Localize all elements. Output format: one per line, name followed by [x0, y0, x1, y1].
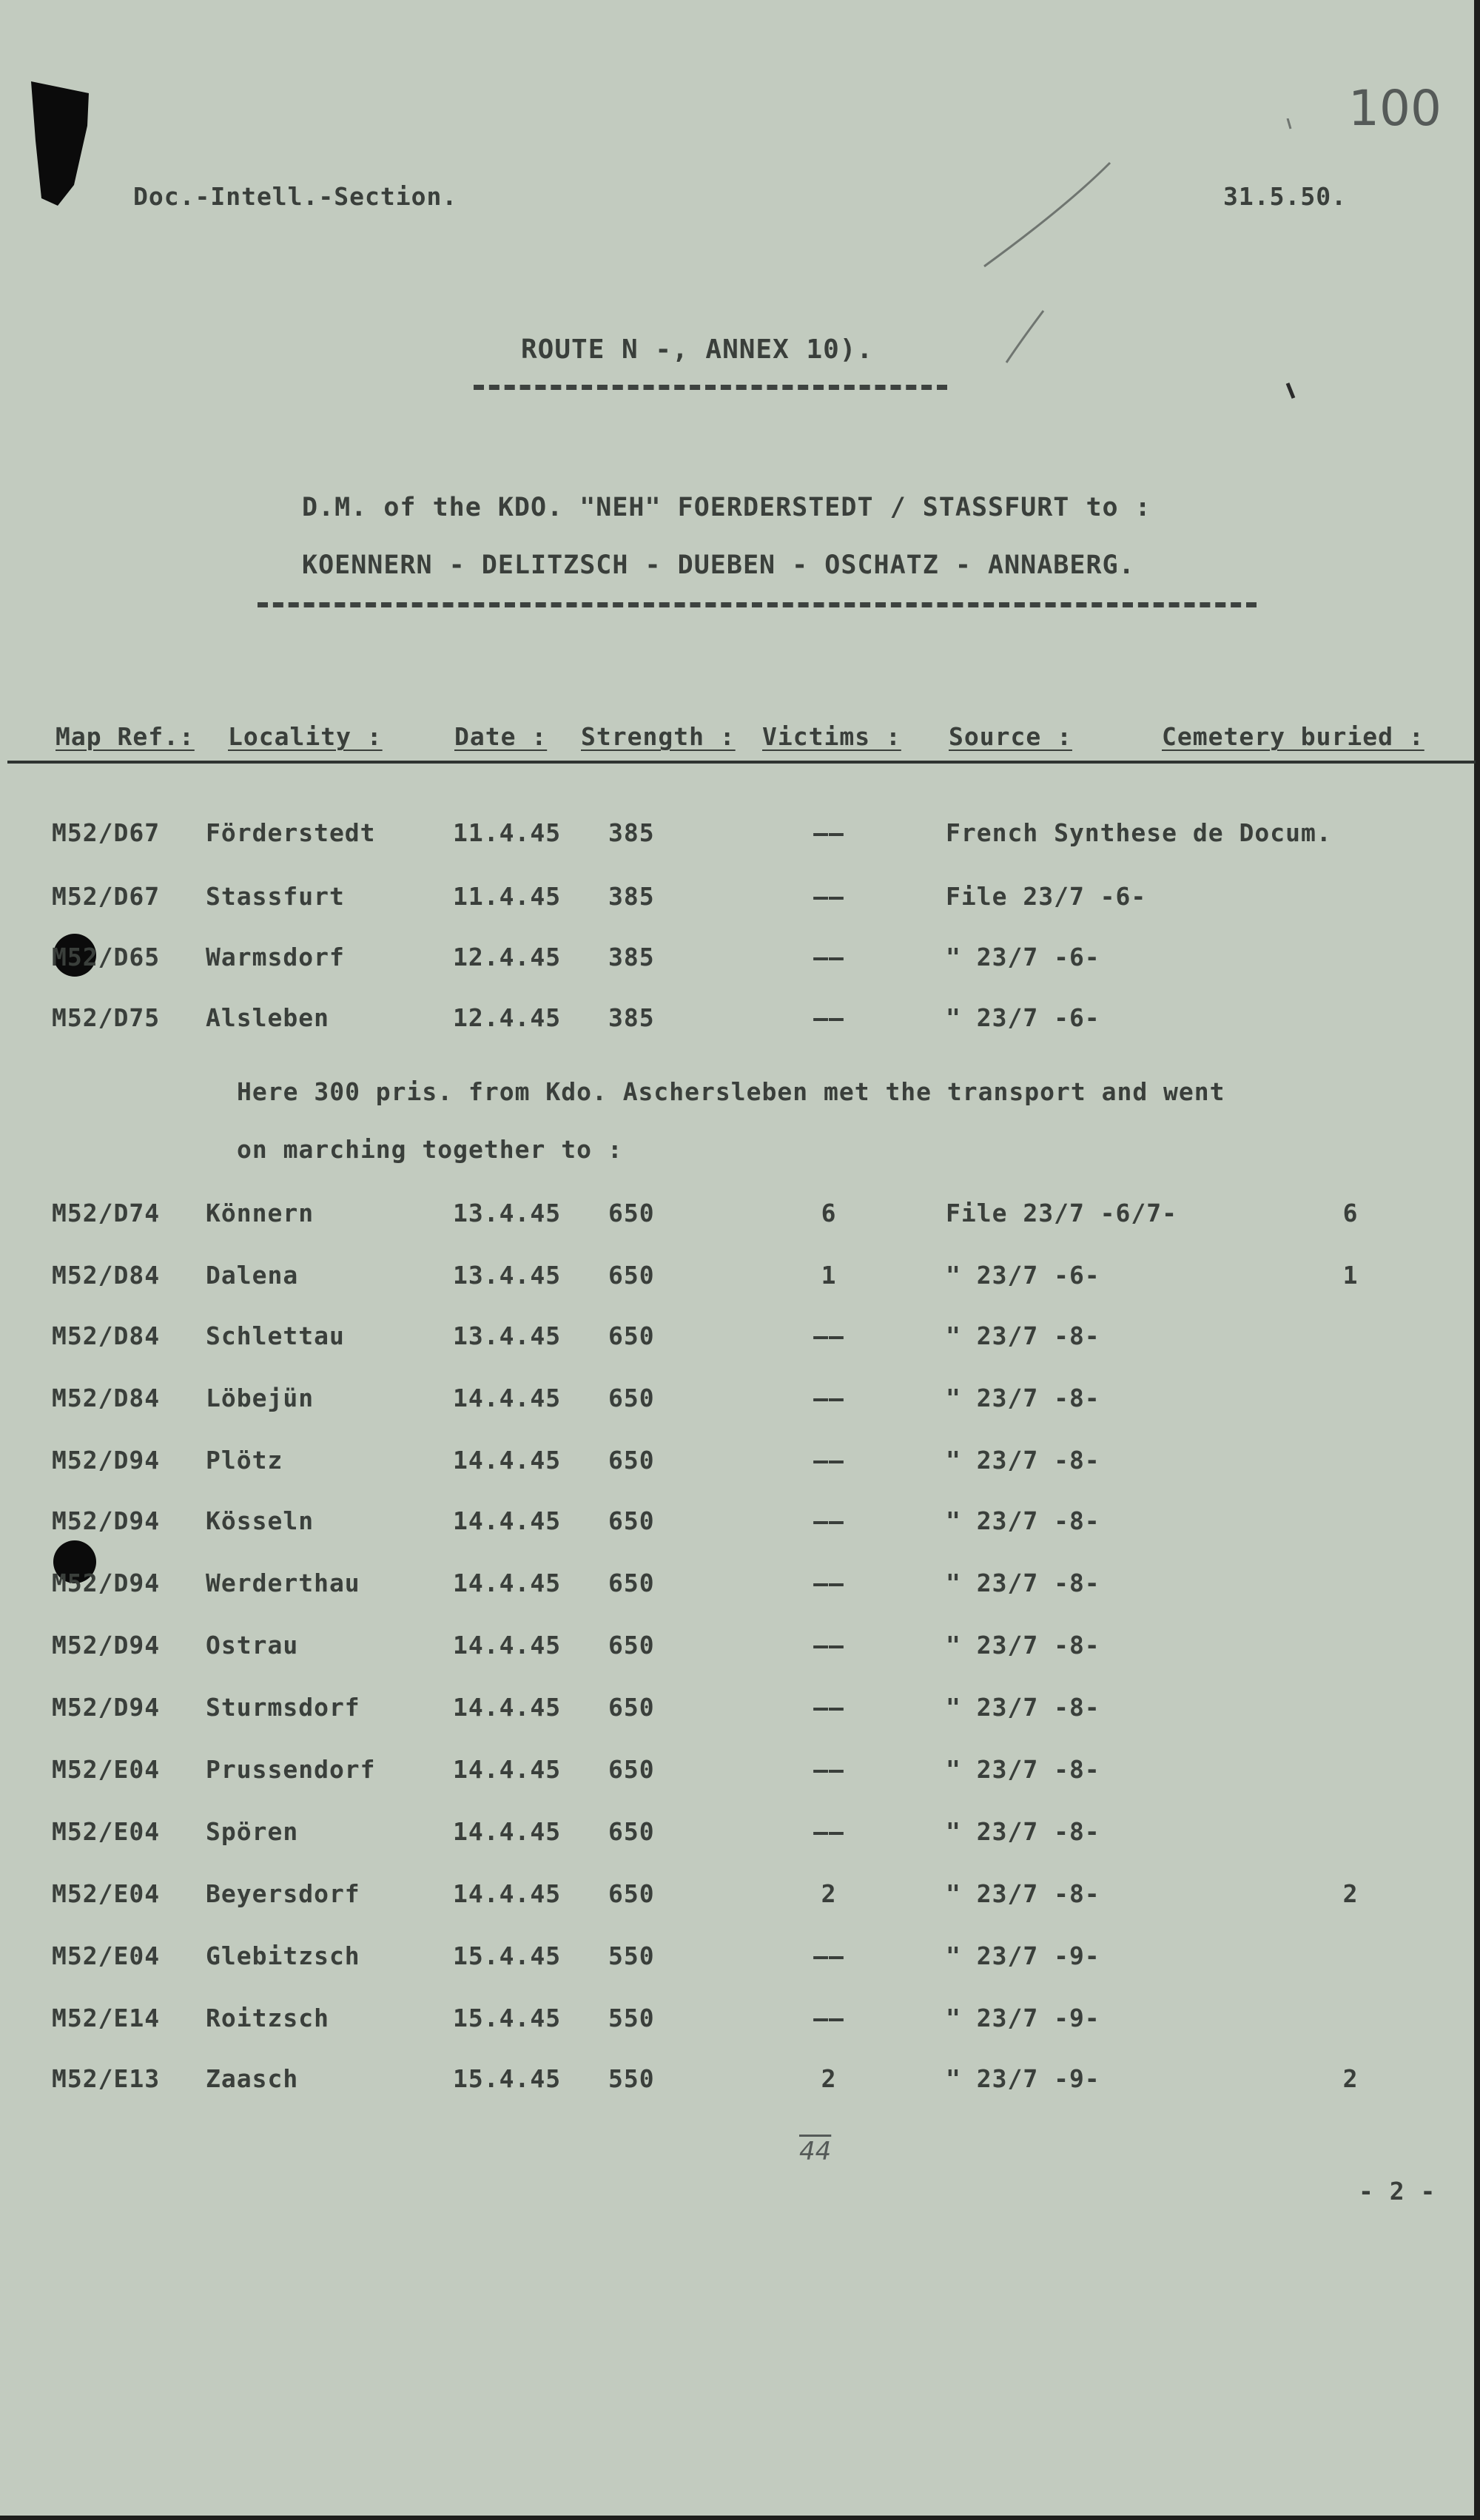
- route-underline: [258, 602, 1257, 607]
- staple-mark: [15, 74, 96, 215]
- table-row: M52/D65 Warmsdorf 12.4.45 385 —— " 23/7 -6-: [52, 943, 1100, 971]
- header-date: Date :: [454, 722, 548, 751]
- route-title: ROUTE N -, ANNEX 10).: [521, 334, 874, 365]
- table-row: M52/D84 Löbejün 14.4.45 650 —— " 23/7 -8-: [52, 1384, 1100, 1412]
- handwritten-page-number: 100: [1348, 80, 1442, 137]
- table-row: M52/E04 Prussendorf 14.4.45 650 —— " 23/7 -8-: [52, 1755, 1100, 1784]
- scan-edge-right: [1474, 0, 1480, 2520]
- section-name: Doc.-Intell.-Section.: [133, 182, 458, 211]
- table-row: M52/D84 Schlettau 13.4.45 650 —— " 23/7 -8-: [52, 1321, 1100, 1350]
- header-rule: [7, 761, 1476, 764]
- table-row: M52/D74 Könnern 13.4.45 650 6 File 23/7 -6/7- 6: [52, 1199, 1359, 1227]
- march-route: KOENNERN - DELITZSCH - DUEBEN - OSCHATZ - ANNABERG.: [302, 550, 1135, 580]
- header-victims: Victims :: [762, 722, 901, 751]
- header-cemetery: Cemetery buried :: [1162, 722, 1424, 751]
- header-source: Source :: [949, 722, 1072, 751]
- table-row: M52/E04 Glebitzsch 15.4.45 550 —— " 23/7 -9-: [52, 1941, 1100, 1970]
- table-row: M52/E14 Roitzsch 15.4.45 550 —— " 23/7 -9-: [52, 2004, 1100, 2032]
- note-line-2: on marching together to :: [237, 1135, 623, 1164]
- table-row: M52/D94 Kösseln 14.4.45 650 —— " 23/7 -8-: [52, 1506, 1100, 1535]
- header-strength: Strength :: [581, 722, 736, 751]
- table-row: M52/D67 Förderstedt 11.4.45 385 —— French Synthese de Docum.: [52, 818, 1332, 847]
- table-row: M52/E13 Zaasch 15.4.45 550 2 " 23/7 -9- 2: [52, 2064, 1359, 2093]
- table-row: M52/D94 Plötz 14.4.45 650 —— " 23/7 -8-: [52, 1446, 1100, 1475]
- document-date: 31.5.50.: [1223, 182, 1347, 211]
- table-row: M52/D75 Alsleben 12.4.45 385 —— " 23/7 -6-: [52, 1003, 1100, 1032]
- table-row: M52/D67 Stassfurt 11.4.45 385 —— File 23/7 -6-: [52, 882, 1147, 911]
- handwritten-folio-mark: 44: [799, 2137, 832, 2166]
- table-row: M52/E04 Spören 14.4.45 650 —— " 23/7 -8-: [52, 1817, 1100, 1846]
- march-description: D.M. of the KDO. "NEH" FOERDERSTEDT / STASSFURT to :: [302, 493, 1151, 522]
- table-row: M52/D94 Sturmsdorf 14.4.45 650 —— " 23/7 -8-: [52, 1693, 1100, 1722]
- page-continuation-marker: - 2 -: [1359, 2177, 1436, 2206]
- table-row: M52/E04 Beyersdorf 14.4.45 650 2 " 23/7 -8- 2: [52, 1879, 1359, 1908]
- title-underline: [474, 385, 947, 390]
- header-map-ref: Map Ref.:: [56, 722, 195, 751]
- scan-edge-bottom: [0, 2516, 1480, 2520]
- header-locality: Locality :: [228, 722, 383, 751]
- note-line-1: Here 300 pris. from Kdo. Aschersleben met the transport and went: [237, 1077, 1225, 1106]
- pencil-strokes: [977, 118, 1332, 400]
- table-row: M52/D94 Ostrau 14.4.45 650 —— " 23/7 -8-: [52, 1631, 1100, 1660]
- table-row: M52/D84 Dalena 13.4.45 650 1 " 23/7 -6- 1: [52, 1261, 1359, 1290]
- table-row: M52/D94 Werderthau 14.4.45 650 —— " 23/7 -8-: [52, 1569, 1100, 1597]
